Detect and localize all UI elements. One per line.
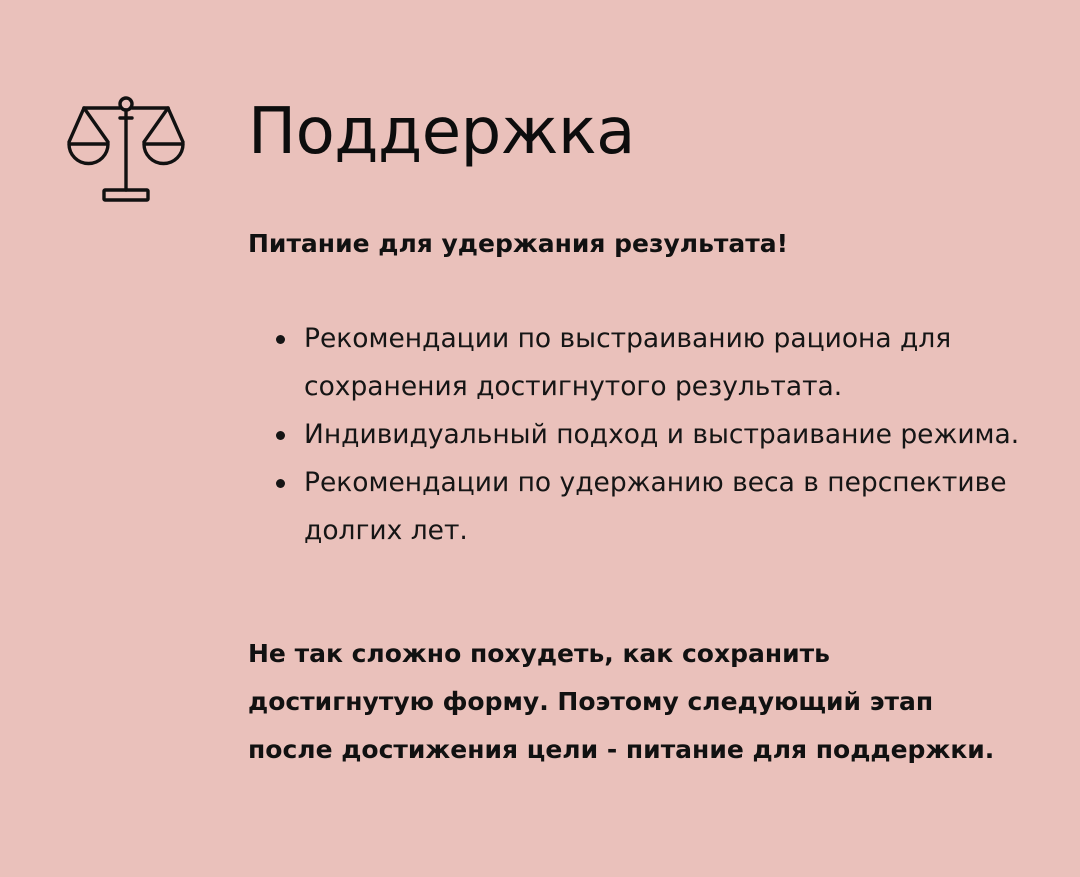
section-subtitle: Питание для удержания результата!: [248, 229, 789, 258]
list-item: [248, 411, 1038, 459]
list-item-text: Индивидуальный подход и выстраивание режима.: [304, 419, 1020, 450]
list-item: [248, 459, 1038, 555]
closing-line: после достижения цели - питание для поддержки.: [248, 735, 995, 764]
scales-icon: [64, 94, 188, 210]
closing-line: достигнутую форму. Поэтому следующий этап: [248, 687, 934, 716]
bullet-icon: [276, 479, 285, 488]
benefits-list: [248, 315, 1038, 555]
page-title: Поддержка: [248, 95, 635, 169]
bullet-icon: [276, 335, 285, 344]
bullet-icon: [276, 431, 285, 440]
list-item: [248, 315, 1038, 411]
closing-statement: [248, 630, 1038, 774]
list-item-text: Рекомендации по удержанию веса в перспективе долгих лет.: [304, 467, 1007, 546]
closing-line: Не так сложно похудеть, как сохранить: [248, 639, 830, 668]
list-item-text: Рекомендации по выстраиванию рациона для сохранения достигнутого результата.: [304, 323, 952, 402]
